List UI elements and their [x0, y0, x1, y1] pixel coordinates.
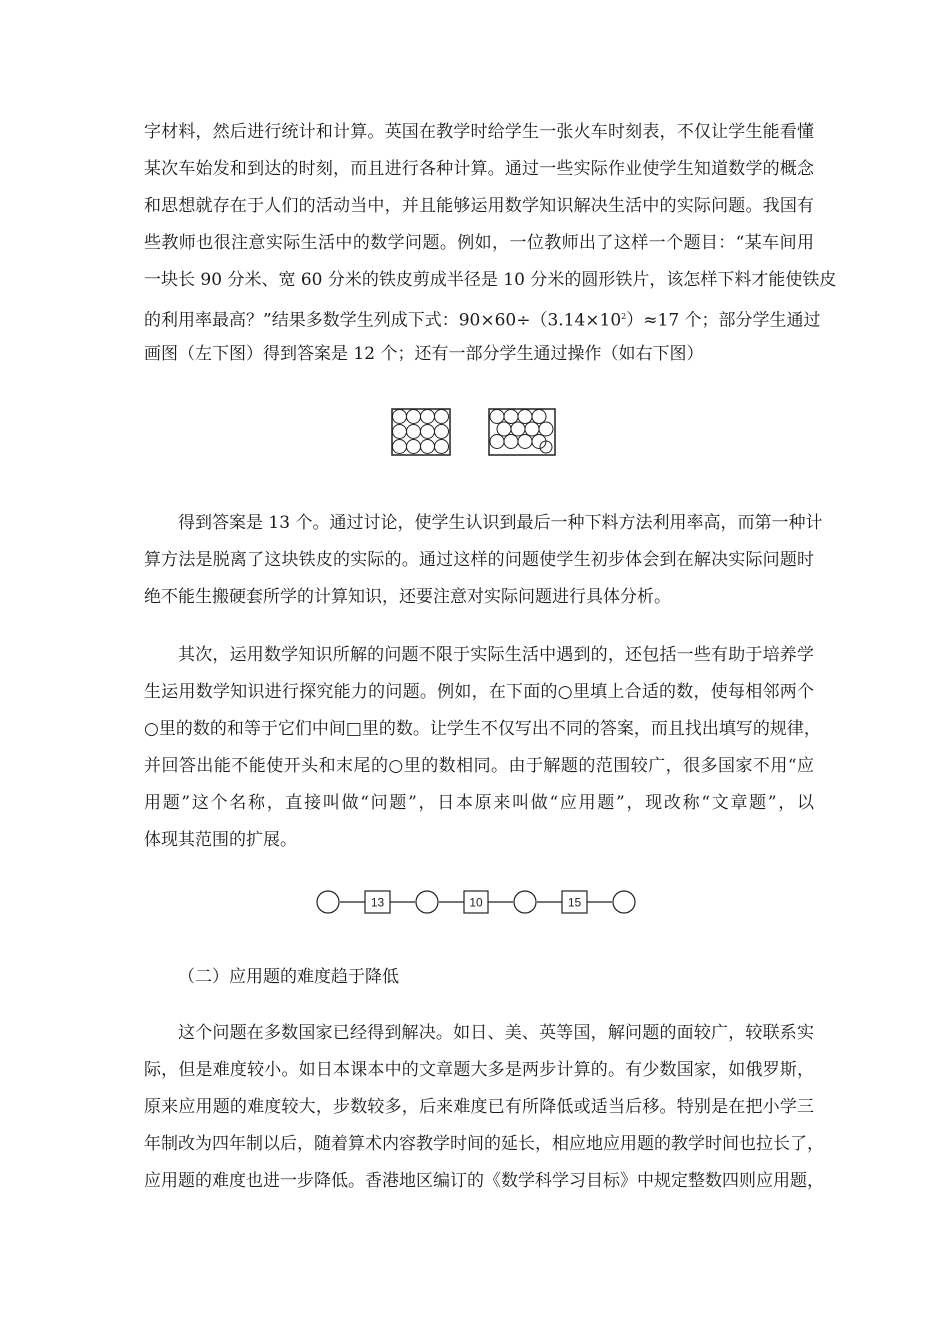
exponent: 2	[621, 312, 627, 321]
text-line: 些教师也很注意实际生活中的数学问题。例如，一位教师出了这样一个题目：“某车间用	[144, 233, 814, 253]
text-line: 一块长 90 分米、宽 60 分米的铁皮剪成半径是 10 分米的圆形铁片，该怎样下料才能使铁皮	[144, 270, 837, 290]
box-number: 10	[469, 895, 483, 910]
text-line: 并回答出能不能使开头和末尾的○里的数相同。由于解题的范围较广，很多国家不用“应	[144, 756, 814, 776]
text-line: 应用题的难度也进一步降低。香港地区编订的《数学科学习目标》中规定整数四则应用题，	[144, 1171, 824, 1191]
text-line: 体现其范围的扩展。	[144, 830, 297, 850]
staggered-packing-figure	[489, 409, 555, 455]
text-line: 生运用数学知识进行探究能力的问题。例如，在下面的○里填上合适的数，使每相邻两个	[144, 682, 814, 702]
section-heading: （二）应用题的难度趋于降低	[178, 967, 399, 987]
empty-circle	[514, 891, 536, 913]
text-line: 画图（左下图）得到答案是 12 个；还有一部分学生通过操作（如右下图）	[144, 344, 704, 364]
text-line: 算方法是脱离了这块铁皮的实际的。通过这样的问题使学生初步体会到在解决实际问题时	[144, 550, 814, 570]
text-line: 某次车始发和到达的时刻，而且进行各种计算。通过一些实际作业使学生知道数学的概念	[144, 159, 814, 179]
text-line: 年制改为四年制以后，随着算术内容教学时间的延长，相应地应用题的教学时间也拉长了，	[144, 1134, 824, 1154]
grid-packing-figure	[392, 409, 450, 455]
text-segment: 的利用率最高？”结果多数学生列成下式：90×60÷（3.14×10	[144, 310, 622, 331]
empty-circle	[317, 891, 339, 913]
box-number: 13	[370, 895, 385, 910]
box-number: 15	[567, 895, 582, 910]
empty-circle	[416, 891, 438, 913]
text-line: 这个问题在多数国家已经得到解决。如日、美、英等国，解问题的面较广，较联系实	[178, 1023, 814, 1043]
text-line: 际，但是难度较小。如日本课本中的文章题大多是两步计算的。有少数国家，如俄罗斯，	[144, 1060, 814, 1080]
text-segment: ）≈17 个；部分学生通过	[626, 310, 821, 331]
text-line: 用题”这个名称，直接叫做“问题”，日本原来叫做“应用题”，现改称“文章题”，以	[144, 793, 814, 813]
text-line: 原来应用题的难度较大，步数较多，后来难度已有所降低或适当后移。特别是在把小学三	[144, 1097, 814, 1117]
empty-circle	[613, 891, 635, 913]
text-line: ○里的数的和等于它们中间□里的数。让学生不仅写出不同的答案，而且找出填写的规律，	[144, 719, 821, 739]
text-line: 得到答案是 13 个。通过讨论，使学生认识到最后一种下料方法利用率高，而第一种计	[178, 513, 823, 533]
circle-box-chain-figure	[312, 886, 642, 920]
text-line: 字材料，然后进行统计和计算。英国在教学时给学生一张火车时刻表，不仅让学生能看懂	[144, 122, 814, 142]
circle-packing-figures	[385, 404, 565, 460]
text-line: 其次，运用数学知识所解的问题不限于实际生活中遇到的，还包括一些有助于培养学	[178, 645, 814, 665]
text-line	[144, 306, 821, 332]
text-line: 和思想就存在于人们的活动当中，并且能够运用数学知识解决生活中的实际问题。我国有	[144, 196, 814, 216]
text-line: 绝不能生搬硬套所学的计算知识，还要注意对实际问题进行具体分析。	[144, 587, 671, 607]
